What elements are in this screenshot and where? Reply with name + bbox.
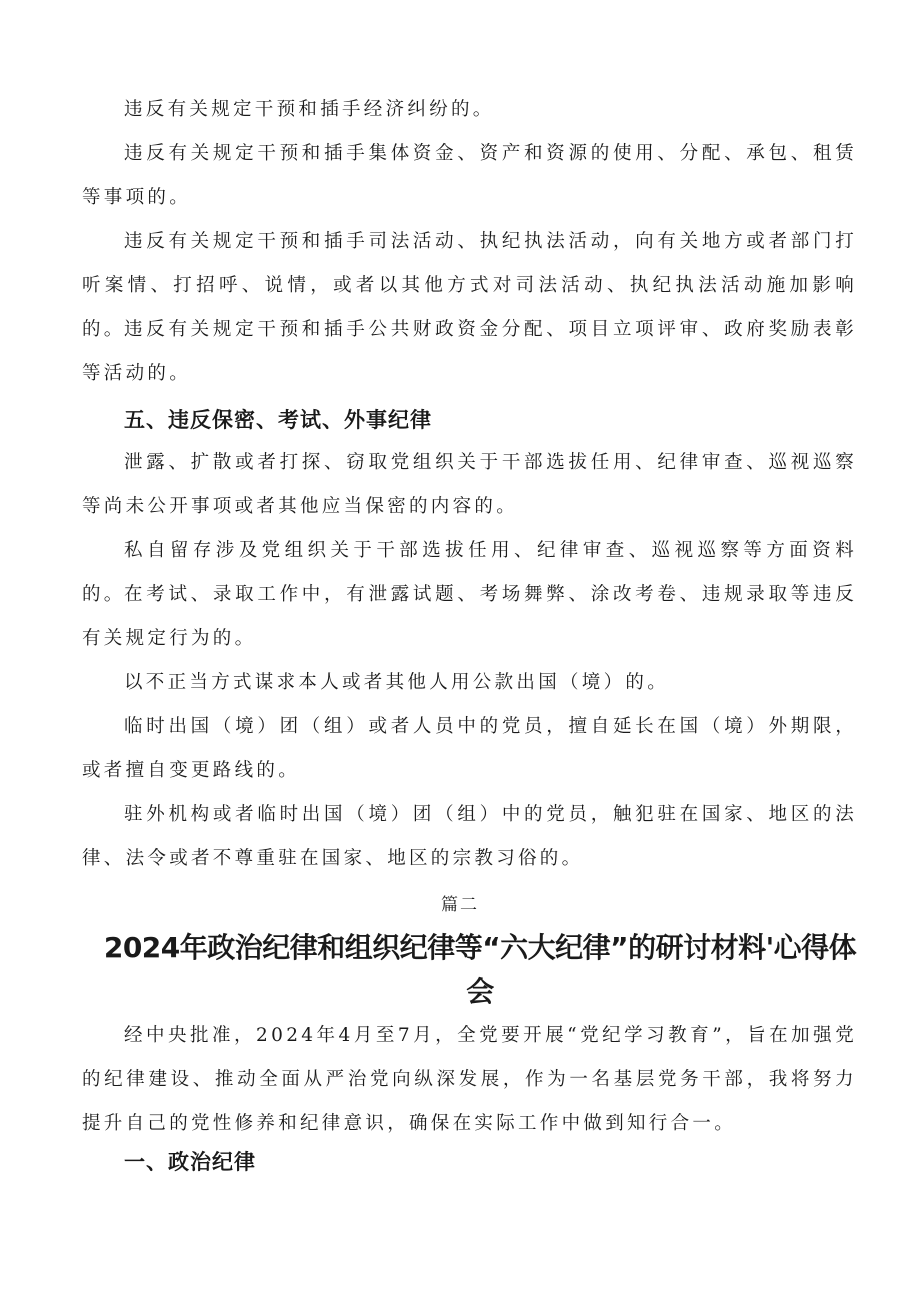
section-heading-1: 一、政治纪律 (124, 1150, 256, 1174)
document-title: 2024年政治纪律和组织纪律等“六大纪律”的研讨材料'心得体会 (103, 931, 857, 1008)
paragraph-6: 私自留存涉及党组织关于干部选拔任用、纪律审查、巡视巡察等方面资料的。 (82, 540, 857, 605)
paragraph-8: 以不正当方式谋求本人或者其他人用公款出国（境）的。 (124, 672, 670, 693)
paragraph-5: 泄露、扩散或者打探、窃取党组织关于干部选拔任用、纪律审查、巡视巡察等尚未公开事项或者其他应当保密的内容的。 (82, 452, 857, 517)
section-label: 篇二 (441, 895, 479, 915)
paragraph-4: 违反有关规定干预和插手公共财政资金分配、项目立项评审、政府奖励表彰等活动的。 (82, 319, 857, 384)
paragraph-9: 临时出国（境）团（组）或者人员中的党员，擅自延长在国（境）外期限，或者擅自变更路线的。 (82, 716, 857, 781)
paragraph-1: 违反有关规定干预和插手经济纠纷的。 (124, 99, 495, 120)
paragraph-2: 违反有关规定干预和插手集体资金、资产和资源的使用、分配、承包、租赁等事项的。 (82, 143, 857, 208)
section-heading-5: 五、违反保密、考试、外事纪律 (124, 408, 432, 432)
paragraph-3: 违反有关规定干预和插手司法活动、执纪执法活动，向有关地方或者部门打听案情、打招呼、说情，或者以其他方式对司法活动、执纪执法活动施加影响的。 (82, 231, 857, 340)
intro-paragraph: 经中央批准，2024年4月至7月，全党要开展“党纪学习教育”，旨在加强党的纪律建设、推动全面从严治党向纵深发展，作为一名基层党务干部，我将努力提升自己的党性修养和纪律意识，确保在实际工作中做到知行合一。 (82, 1025, 857, 1134)
paragraph-10: 驻外机构或者临时出国（境）团（组）中的党员，触犯驻在国家、地区的法律、法令或者不尊重驻在国家、地区的宗教习俗的。 (82, 804, 857, 869)
paragraph-7: 在考试、录取工作中，有泄露试题、考场舞弊、涂改考卷、违规录取等违反有关规定行为的。 (82, 584, 857, 649)
